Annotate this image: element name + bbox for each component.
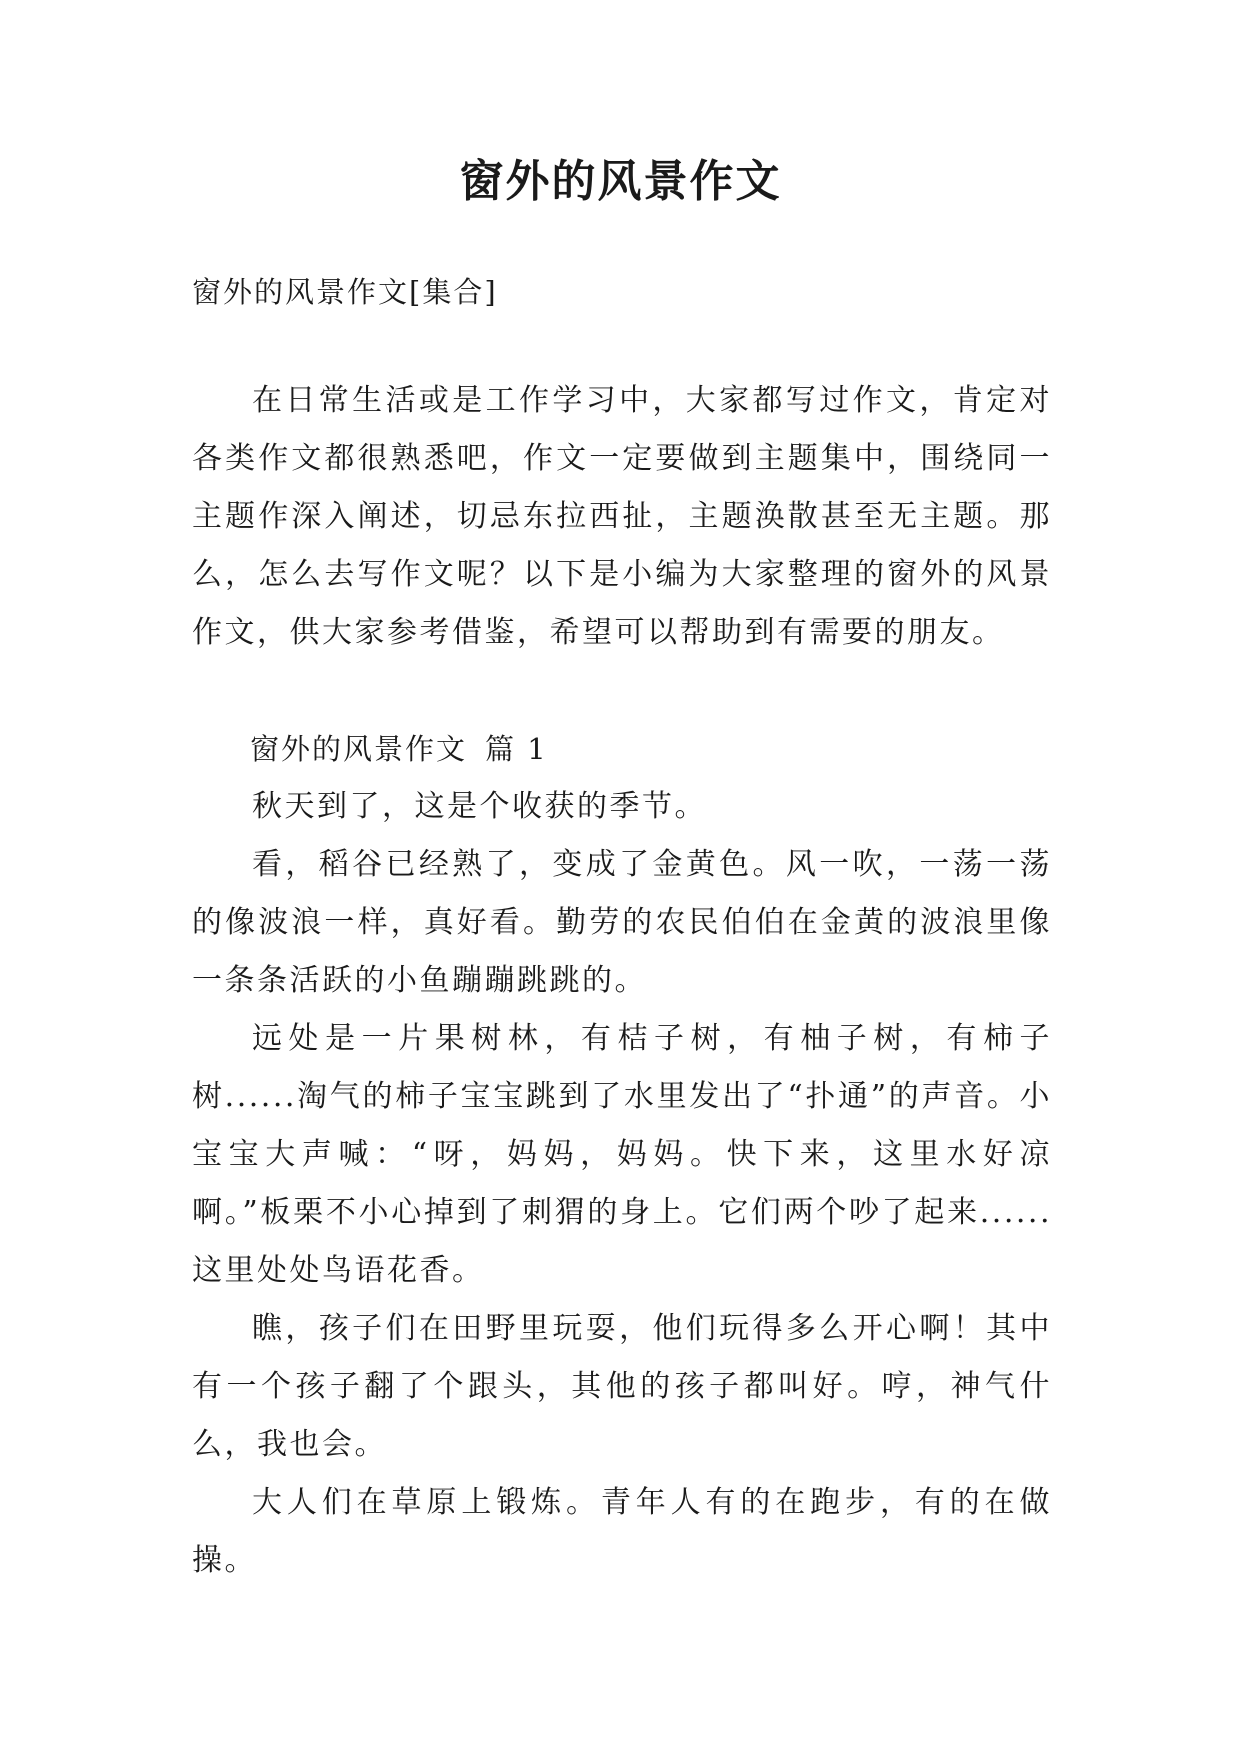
body-paragraph: 瞧，孩子们在田野里玩耍，他们玩得多么开心啊！其中有一个孩子翻了个跟头，其他的孩子都叫好。哼，神气什么，我也会。 [192, 1311, 1052, 1462]
body-paragraph: 大人们在草原上锻炼。青年人有的在跑步，有的在做操。 [192, 1485, 1052, 1578]
section-heading-text: 窗外的风景作文 [250, 732, 468, 766]
body-paragraph: 秋天到了，这是个收获的季节。 [252, 789, 707, 824]
document-subtitle: 窗外的风景作文[集合] [192, 275, 498, 309]
body-paragraph: 看，稻谷已经熟了，变成了金黄色。风一吹，一荡一荡的像波浪一样，真好看。勤劳的农民伯伯在金黄的波浪里像一条条活跃的小鱼蹦蹦跳跳的。 [192, 847, 1052, 998]
intro-paragraph: 在日常生活或是工作学习中，大家都写过作文，肯定对各类作文都很熟悉吧，作文一定要做到主题集中，围绕同一主题作深入阐述，切忌东拉西扯，主题涣散甚至无主题。那么，怎么去写作文呢？以下是小编为大家整理的窗外的风景作文，供大家参考借鉴，希望可以帮助到有需要的朋友。 [192, 383, 1052, 650]
document-body [192, 262, 1052, 1590]
section-number: 篇 1 [485, 732, 548, 766]
section-heading [192, 720, 1052, 778]
document-title: 窗外的风景作文 [459, 156, 782, 207]
body-paragraph: 远处是一片果树林，有桔子树，有柚子树，有柿子树......淘气的柿子宝宝跳到了水里发出了“扑通”的声音。小宝宝大声喊：“呀，妈妈，妈妈。快下来，这里水好凉啊。”板栗不小心掉到了刺猬的身上。它们两个吵了起来......这里处处鸟语花香。 [192, 1021, 1052, 1288]
